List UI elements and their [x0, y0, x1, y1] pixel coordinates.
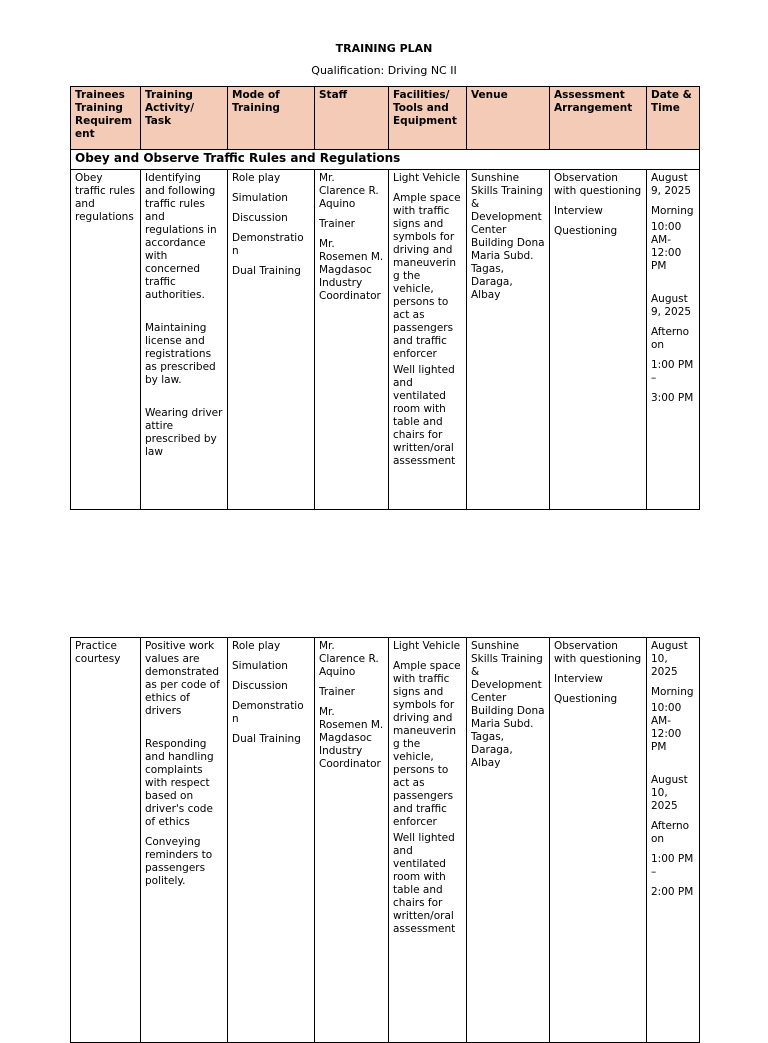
staff-cell	[315, 638, 389, 1043]
requirement-text: Obey traffic rules and regulations	[75, 172, 135, 223]
facility-item: Ample space with traffic signs and symbols for driving and maneuvering the vehicle, persons to act as passengers and traffic enforcer	[393, 192, 461, 360]
table-header-row	[71, 87, 700, 150]
assessment-cell	[550, 638, 647, 1043]
qualification-subtitle: Qualification: Driving NC II	[311, 64, 457, 77]
activity-cell	[141, 638, 228, 1043]
mode-cell	[228, 170, 315, 510]
mode-item: Discussion	[232, 212, 288, 224]
table-row	[71, 638, 700, 1043]
table-row	[71, 170, 700, 510]
mode-item: Simulation	[232, 192, 288, 204]
date-item: 10:00 AM-12:00 PM	[651, 702, 682, 753]
header-staff: Staff	[315, 87, 389, 150]
assessment-item: Observation with questioning	[554, 172, 642, 197]
header-date-time: Date & Time	[647, 87, 700, 150]
date-item: August 10, 2025	[651, 774, 688, 812]
staff-item: Mr. Rosemen M. Magdasoc Industry Coordinator	[319, 238, 384, 302]
staff-item: Mr. Clarence R. Aquino	[319, 172, 379, 210]
assessment-item: Questioning	[554, 693, 618, 705]
header-trainees-requirement: Trainees Training Requirement	[71, 87, 141, 150]
venue-cell	[467, 170, 550, 510]
section-title: Obey and Observe Traffic Rules and Regulations	[71, 150, 700, 170]
date-item: 3:00 PM	[651, 392, 694, 404]
date-cell	[647, 638, 700, 1043]
activity-item: Responding and handling complaints with respect based on driver's code of ethics	[145, 738, 214, 828]
assessment-item: Interview	[554, 205, 603, 217]
date-item: Morning	[651, 686, 694, 698]
date-cell	[647, 170, 700, 510]
date-item: 1:00 PM –	[651, 359, 694, 384]
header-mode-of-training: Mode of Training	[228, 87, 315, 150]
date-item: August 9, 2025	[651, 172, 692, 197]
staff-item: Mr. Rosemen M. Magdasoc Industry Coordinator	[319, 706, 384, 770]
staff-item: Trainer	[319, 218, 355, 230]
mode-item: Dual Training	[232, 733, 301, 745]
assessment-item: Observation with questioning	[554, 640, 642, 665]
facility-item: Well lighted and ventilated room with table and chairs for written/oral assessment	[393, 364, 456, 467]
activity-item: Wearing driver attire prescribed by law	[145, 407, 223, 458]
header-assessment-arrangement: Assessment Arrangement	[550, 87, 647, 150]
header-training-activity: Training Activity/ Task	[141, 87, 228, 150]
header-facilities: Facilities/ Tools and Equipment	[389, 87, 467, 150]
staff-cell	[315, 170, 389, 510]
staff-item: Mr. Clarence R. Aquino	[319, 640, 379, 678]
mode-item: Dual Training	[232, 265, 301, 277]
venue-text: Sunshine Skills Training & Development Center Building Dona Maria Subd. Tagas, Daraga, Albay	[471, 640, 545, 769]
date-item: Afternoon	[651, 326, 690, 351]
facilities-cell	[389, 170, 467, 510]
mode-item: Discussion	[232, 680, 288, 692]
date-item: 1:00 PM –	[651, 853, 694, 878]
mode-item: Simulation	[232, 660, 288, 672]
document-title: TRAINING PLAN	[335, 42, 433, 55]
activity-item: Identifying and following traffic rules and regulations in accordance with concerned traffic authorities.	[145, 172, 217, 301]
assessment-item: Interview	[554, 673, 603, 685]
requirement-cell	[71, 638, 141, 1043]
date-item: Afternoon	[651, 820, 690, 845]
date-item: 10:00 AM-12:00 PM	[651, 221, 682, 272]
date-item: Morning	[651, 205, 694, 217]
requirement-text: Practice courtesy	[75, 640, 121, 665]
requirement-cell	[71, 170, 141, 510]
training-plan-table	[70, 86, 700, 510]
facility-item: Well lighted and ventilated room with table and chairs for written/oral assessment	[393, 832, 456, 935]
mode-item: Role play	[232, 172, 281, 184]
header-venue: Venue	[467, 87, 550, 150]
venue-cell	[467, 638, 550, 1043]
section-row	[71, 150, 700, 170]
assessment-cell	[550, 170, 647, 510]
mode-item: Demonstration	[232, 700, 304, 725]
staff-item: Trainer	[319, 686, 355, 698]
activity-item: Maintaining license and registrations as prescribed by law.	[145, 322, 216, 386]
activity-item: Conveying reminders to passengers politely.	[145, 836, 213, 887]
activity-item: Positive work values are demonstrated as per code of ethics of drivers	[145, 640, 220, 717]
facility-item: Light Vehicle	[393, 172, 461, 184]
facility-item: Ample space with traffic signs and symbols for driving and maneuvering the vehicle, persons to act as passengers and traffic enforcer	[393, 660, 461, 828]
training-plan-table-continued	[70, 637, 700, 1043]
date-item: August 10, 2025	[651, 640, 688, 678]
date-item: August 9, 2025	[651, 293, 692, 318]
assessment-item: Questioning	[554, 225, 618, 237]
venue-text: Sunshine Skills Training & Development Center Building Dona Maria Subd. Tagas, Daraga, Albay	[471, 172, 545, 301]
mode-cell	[228, 638, 315, 1043]
mode-item: Demonstration	[232, 232, 304, 257]
mode-item: Role play	[232, 640, 281, 652]
date-item: 2:00 PM	[651, 886, 694, 898]
facilities-cell	[389, 638, 467, 1043]
activity-cell	[141, 170, 228, 510]
facility-item: Light Vehicle	[393, 640, 461, 652]
